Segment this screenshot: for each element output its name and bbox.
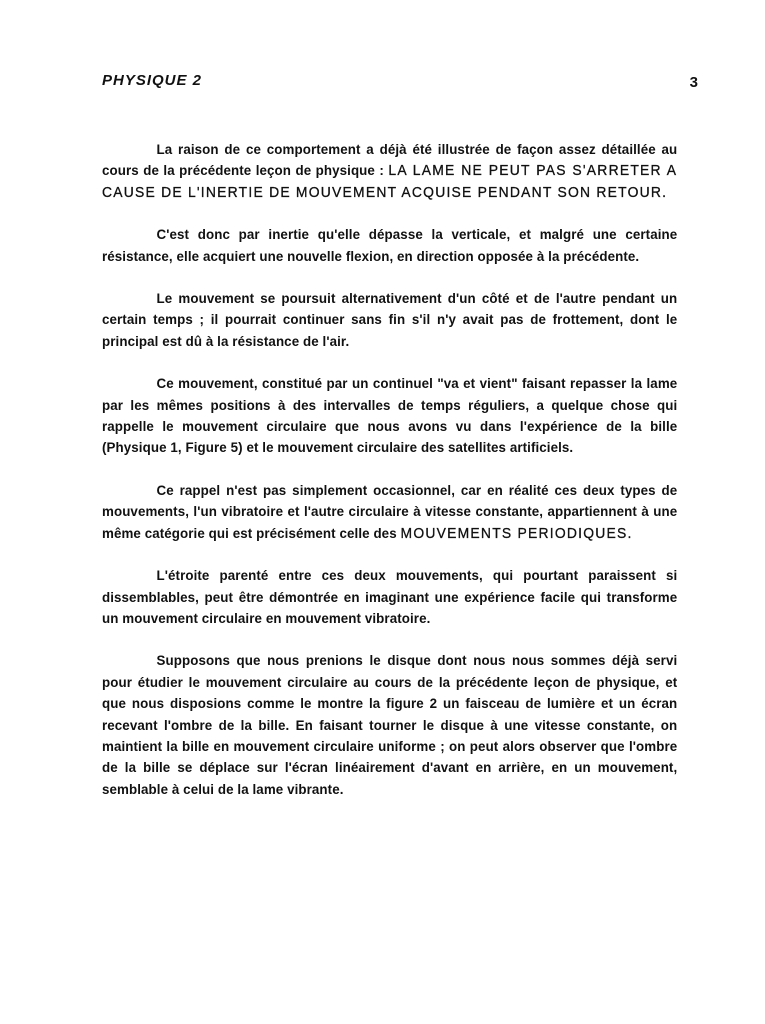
paragraph-1 — [102, 140, 677, 204]
paragraph-text: La raison de ce comportement a déjà été illustrée de façon assez détaillée au cours de la précédente leçon de physique : — [102, 142, 678, 180]
paragraph-4 — [102, 374, 677, 460]
running-title: PHYSIQUE 2 — [102, 72, 203, 89]
emphasis-text: MOUVEMENTS PERIODIQUES. — [400, 525, 633, 542]
paragraph-5 — [102, 481, 677, 545]
paragraph-2 — [102, 225, 677, 268]
emphasis-text: LA LAME NE PEUT PAS S'ARRETER A CAUSE DE L'INERTIE DE MOUVEMENT ACQUISE PENDANT SON RETOUR. — [102, 163, 678, 201]
document-body — [102, 140, 680, 822]
paragraph-text: C'est donc par inertie qu'elle dépasse la verticale, et malgré une certaine résistance, elle acquiert une nouvelle flexion, en direction opposée à la précédente. — [102, 227, 678, 265]
paragraph-6 — [102, 566, 677, 630]
page-number: 3 — [689, 74, 698, 91]
paragraph-3 — [102, 289, 677, 353]
paragraph-text: L'étroite parenté entre ces deux mouvements, qui pourtant paraissent si dissemblables, peut être démontrée en imaginant une expérience facile qui transforme un mouvement circulaire en mouvement vibratoire. — [102, 568, 678, 627]
paragraph-text: Ce rappel n'est pas simplement occasionnel, car en réalité ces deux types de mouvements, l'un vibratoire et l'autre circulaire à vitesse constante, appartiennent à une même catégorie qui est précisément celle des — [102, 482, 678, 542]
paragraph-7 — [102, 651, 677, 801]
paragraph-text: Ce mouvement, constitué par un continuel "va et vient" faisant repasser la lame par les mêmes positions à des intervalles de temps réguliers, a quelque chose qui rappelle le mouvement circulaire que nous avons vu dans l'expérience de la bille (Physique 1, Figure 5) et le mouvement circulaire des satellites artificiels. — [102, 376, 678, 457]
paragraph-text: Supposons que nous prenions le disque dont nous nous sommes déjà servi pour étudier le mouvement circulaire au cours de la précédente leçon de physique, et que nous disposions comme le montre la figure 2 un faisceau de lumière et un écran recevant l'ombre de la bille. En faisant tourner le disque à une vitesse constante, on maintient la bille en mouvement circulaire uniforme ; on peut alors observer que l'ombre de la bille se déplace sur l'écran linéairement d'avant en arrière, en un mouvement, semblable à celui de la lame vibrante. — [102, 653, 678, 798]
paragraph-text: Le mouvement se poursuit alternativement d'un côté et de l'autre pendant un certain temps ; il pourrait continuer sans fin s'il n'y avait pas de frottement, dont le principal est dû à la résistance de l'air. — [102, 291, 678, 350]
page-header — [102, 72, 698, 98]
